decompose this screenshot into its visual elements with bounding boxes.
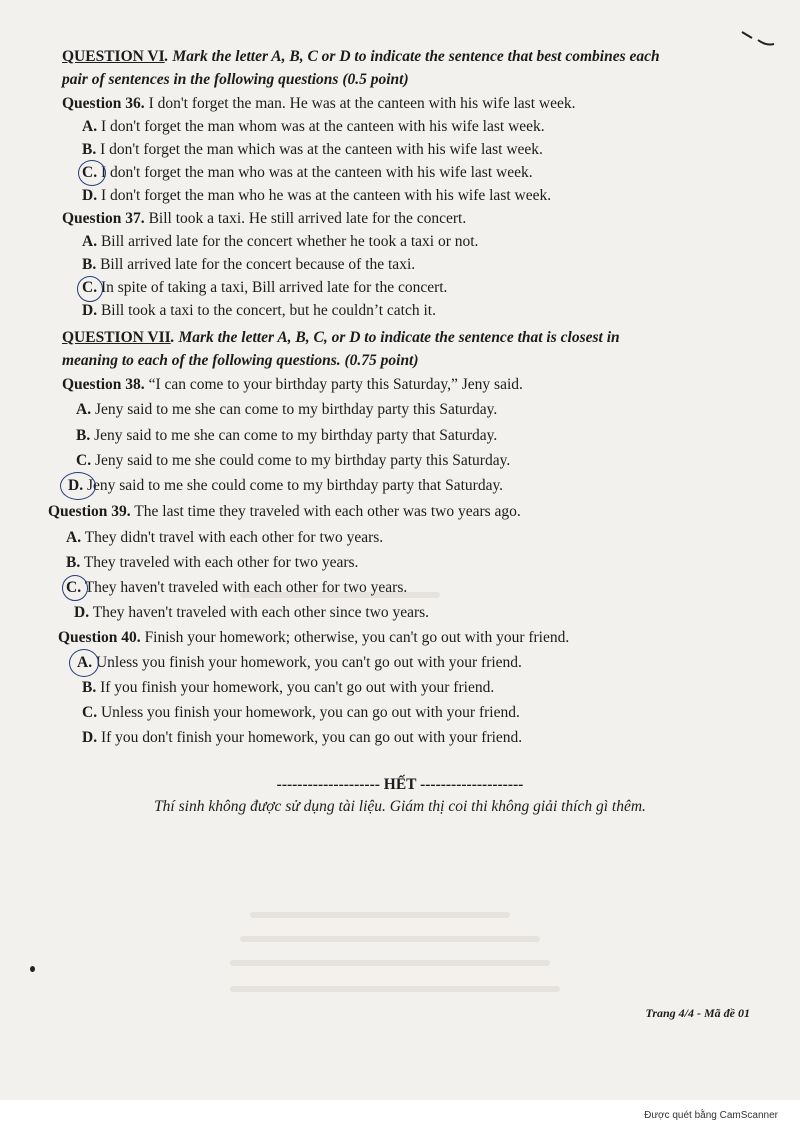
- question-39: [48, 502, 521, 522]
- section-instruction: Mark the letter A, B, C or D to indicate the sentence that best combines each: [172, 48, 660, 65]
- answer-option[interactable]: [82, 301, 436, 321]
- section-instruction-continued: pair of sentences in the following questions (0.5 point): [62, 71, 409, 88]
- option-letter: A.: [82, 233, 98, 250]
- answer-option[interactable]: [82, 703, 520, 723]
- question-label: Question 37.: [62, 210, 145, 227]
- answer-option-selected[interactable]: [82, 163, 533, 183]
- option-letter: D.: [82, 302, 98, 319]
- section-heading: QUESTION VI. Mark the letter A, B, C or D to indicate the sentence that best combines each: [62, 48, 660, 65]
- question-stem: Finish your homework; otherwise, you can't go out with your friend.: [144, 629, 570, 646]
- answer-option[interactable]: [74, 603, 429, 623]
- answer-option-selected[interactable]: [66, 578, 407, 598]
- answer-option-selected[interactable]: [82, 278, 447, 298]
- section-instruction-continued: meaning to each of the following questions. (0.75 point): [62, 352, 419, 369]
- answer-option[interactable]: [76, 426, 497, 446]
- question-stem: I don't forget the man. He was at the canteen with his wife last week.: [148, 95, 576, 112]
- option-text: Jeny said to me she can come to my birthday party that Saturday.: [94, 427, 498, 444]
- question-label: Question 40.: [58, 629, 141, 646]
- option-text: Bill arrived late for the concert whether he took a taxi or not.: [100, 233, 479, 250]
- answer-option[interactable]: [66, 528, 383, 548]
- answer-option[interactable]: [76, 451, 510, 471]
- answer-option-selected[interactable]: [68, 476, 503, 496]
- answer-option[interactable]: [82, 140, 543, 160]
- option-text: Bill arrived late for the concert because of the taxi.: [100, 256, 416, 273]
- option-letter: A.: [82, 118, 98, 135]
- option-letter: D.: [68, 477, 84, 494]
- exam-instruction-note: Thí sinh không được sử dụng tài liệu. Giám thị coi thi không giải thích gì thêm.: [154, 798, 646, 815]
- answer-option[interactable]: [82, 678, 494, 698]
- bleed-through: [230, 960, 550, 966]
- option-letter: C.: [82, 704, 98, 721]
- scanner-caption: Được quét bằng CamScanner: [644, 1110, 778, 1121]
- option-letter: B.: [66, 554, 81, 571]
- question-38: [62, 375, 523, 395]
- bleed-through: [230, 986, 560, 992]
- option-letter: D.: [82, 729, 98, 746]
- question-label: Question 38.: [62, 376, 145, 393]
- question-label: Question 39.: [48, 503, 131, 520]
- question-37: [62, 209, 466, 229]
- question-label: Question 36.: [62, 95, 145, 112]
- option-text: They haven't traveled with each other since two years.: [92, 604, 430, 621]
- option-text: Bill took a taxi to the concert, but he couldn’t catch it.: [100, 302, 436, 319]
- pen-stroke-mark: [740, 28, 776, 50]
- question-stem: Bill took a taxi. He still arrived late for the concert.: [148, 210, 467, 227]
- question-36: [62, 94, 575, 114]
- bleed-through: [250, 912, 510, 918]
- question-40: [58, 628, 569, 648]
- answer-option-selected[interactable]: [77, 653, 522, 673]
- scanner-watermark-bar: [0, 1100, 800, 1131]
- page-number-footer: Trang 4/4 - Mã đề 01: [645, 1006, 750, 1020]
- option-letter: B.: [82, 141, 97, 158]
- option-letter: B.: [82, 679, 97, 696]
- option-text: If you don't finish your homework, you can go out with your friend.: [100, 729, 523, 746]
- end-of-exam-mark: -------------------- HẾT --------------------: [276, 776, 524, 793]
- option-text: I don't forget the man who he was at the canteen with his wife last week.: [100, 187, 552, 204]
- answer-option[interactable]: [82, 232, 478, 252]
- option-text: Jeny said to me she can come to my birthday party this Saturday.: [94, 401, 498, 418]
- answer-option[interactable]: [76, 400, 497, 420]
- option-text: Unless you finish your homework, you can't go out with your friend.: [95, 654, 522, 671]
- bleed-through: [240, 936, 540, 942]
- section-number: QUESTION VI: [62, 48, 165, 65]
- option-text: They didn't travel with each other for two years.: [84, 529, 384, 546]
- section-number: QUESTION VII: [62, 329, 171, 346]
- option-text: Jeny said to me she could come to my birthday party that Saturday.: [86, 477, 504, 494]
- option-letter: C.: [66, 579, 82, 596]
- option-text: I don't forget the man who was at the canteen with his wife last week.: [100, 164, 533, 181]
- question-stem: The last time they traveled with each other was two years ago.: [134, 503, 521, 520]
- answer-option[interactable]: [82, 117, 545, 137]
- section-heading: QUESTION VII. Mark the letter A, B, C, or D to indicate the sentence that is closest in: [62, 329, 620, 346]
- answer-option[interactable]: [82, 186, 551, 206]
- option-letter: B.: [76, 427, 91, 444]
- option-letter: B.: [82, 256, 97, 273]
- option-text: Unless you finish your homework, you can go out with your friend.: [100, 704, 520, 721]
- option-letter: C.: [82, 279, 98, 296]
- answer-option[interactable]: [66, 553, 358, 573]
- option-text: They traveled with each other for two years.: [83, 554, 359, 571]
- option-text: I don't forget the man whom was at the canteen with his wife last week.: [100, 118, 545, 135]
- option-text: Jeny said to me she could come to my birthday party this Saturday.: [94, 452, 511, 469]
- option-text: In spite of taking a taxi, Bill arrived late for the concert.: [100, 279, 448, 296]
- option-letter: C.: [76, 452, 92, 469]
- option-letter: A.: [77, 654, 93, 671]
- answer-option[interactable]: [82, 728, 522, 748]
- option-letter: C.: [82, 164, 98, 181]
- ink-dot: [30, 966, 35, 972]
- option-text: They haven't traveled with each other for two years.: [84, 579, 408, 596]
- option-letter: A.: [76, 401, 92, 418]
- option-letter: A.: [66, 529, 82, 546]
- option-text: I don't forget the man which was at the canteen with his wife last week.: [100, 141, 543, 158]
- question-stem: “I can come to your birthday party this Saturday,” Jeny said.: [148, 376, 523, 393]
- option-letter: D.: [74, 604, 90, 621]
- answer-option[interactable]: [82, 255, 415, 275]
- option-letter: D.: [82, 187, 98, 204]
- option-text: If you finish your homework, you can't go out with your friend.: [100, 679, 495, 696]
- section-instruction: Mark the letter A, B, C, or D to indicate the sentence that is closest in: [178, 329, 620, 346]
